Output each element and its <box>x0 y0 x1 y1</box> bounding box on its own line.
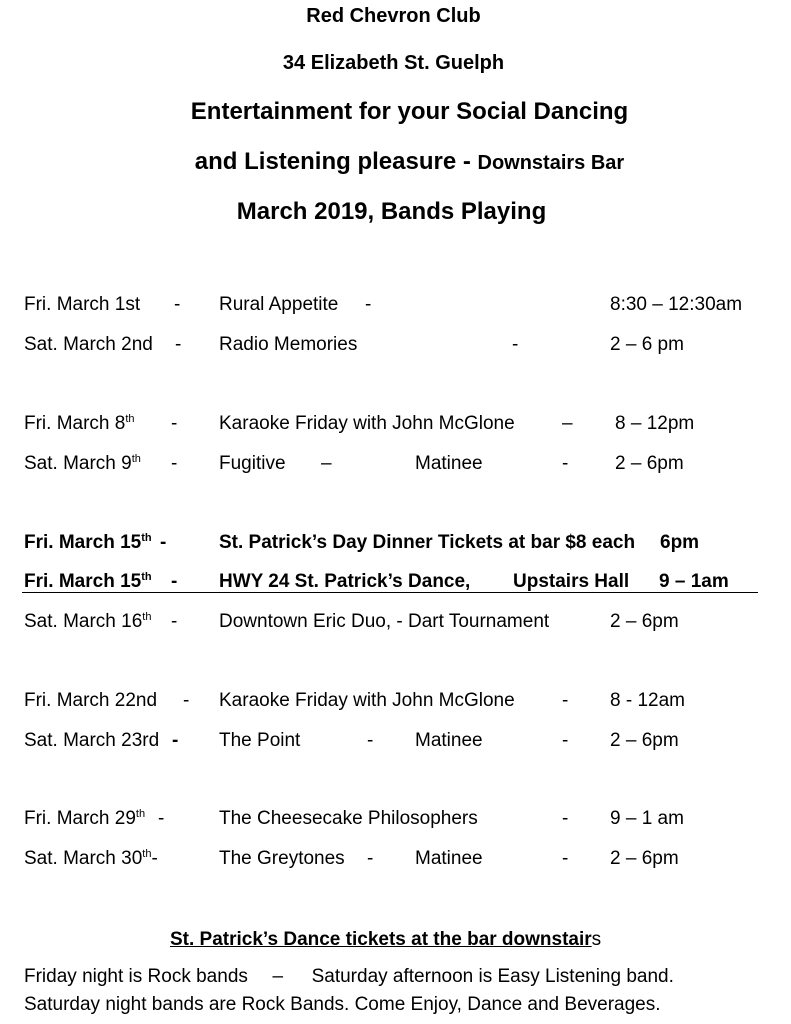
event-day-text: Sat. March 16 <box>24 611 143 632</box>
tagline-line-2 <box>14 148 791 176</box>
event-time: 2 – 6pm <box>615 453 684 474</box>
event-note: - <box>365 294 372 315</box>
event-day: Sat. March 2nd <box>24 334 153 355</box>
footer-saturday-note: Saturday afternoon is Easy Listening band. <box>311 966 674 987</box>
event-time: 8:30 – 12:30am <box>610 294 743 315</box>
event-note: Matinee <box>415 730 483 751</box>
schedule-title: March 2019, Bands Playing <box>236 198 547 225</box>
event-act: Radio Memories <box>219 334 358 355</box>
event-dash: - <box>172 730 179 751</box>
event-day <box>24 571 152 593</box>
event-dash: - <box>562 453 569 474</box>
event-day-text: Sat. March 30 <box>24 848 143 869</box>
event-dash: - <box>174 294 181 315</box>
event-day-text: Sat. March 9 <box>24 453 132 474</box>
event-dash: - <box>175 334 182 355</box>
event-day <box>24 848 158 870</box>
event-dash: – <box>562 413 573 434</box>
event-act: St. Patrick’s Day Dinner Tickets at bar $8 each <box>219 532 636 553</box>
event-act: Fugitive <box>219 453 286 474</box>
event-dash: - <box>160 532 167 553</box>
footer-title-tail: s <box>591 929 602 950</box>
footer-dash: – <box>272 966 284 987</box>
event-time: 6pm <box>660 532 700 553</box>
footer-line-2: Saturday night bands are Rock Bands. Come Enjoy, Dance and Beverages. <box>24 994 661 1015</box>
footer-title <box>170 929 601 951</box>
footer-friday-note: Friday night is Rock bands <box>24 966 248 987</box>
event-act: The Point <box>219 730 301 751</box>
event-day: Fri. March 22nd <box>24 690 158 711</box>
event-note: Upstairs Hall <box>513 571 630 592</box>
event-act: Rural Appetite <box>219 294 339 315</box>
club-address: 34 Elizabeth St. Guelph <box>282 52 505 74</box>
event-act: The Greytones <box>219 848 345 869</box>
event-dash: - <box>512 334 519 355</box>
ordinal-suffix: th <box>135 808 146 820</box>
event-dash: - <box>562 730 569 751</box>
event-dash: - <box>367 848 374 869</box>
event-day <box>24 532 152 554</box>
club-name: Red Chevron Club <box>306 5 481 27</box>
divider-line <box>22 592 758 593</box>
venue-label: Downstairs Bar <box>477 152 625 174</box>
event-note: Matinee <box>415 453 483 474</box>
event-dash: - <box>171 453 178 474</box>
event-day-text: Fri. March 15 <box>24 532 142 553</box>
event-day <box>24 413 135 435</box>
tagline-line-1: Entertainment for your Social Dancing <box>190 98 629 125</box>
tagline-main: and Listening pleasure - <box>194 148 478 175</box>
event-act: HWY 24 St. Patrick’s Dance, <box>219 571 471 592</box>
event-time: 2 – 6pm <box>610 611 679 632</box>
event-day <box>24 808 145 830</box>
event-dash: – <box>321 453 332 474</box>
event-day: Fri. March 1st <box>24 294 141 315</box>
event-time: 2 – 6pm <box>610 730 679 751</box>
ordinal-suffix: th <box>125 413 135 425</box>
event-day-text: Fri. March 15 <box>24 571 142 592</box>
ordinal-suffix: th <box>142 611 152 623</box>
event-dash: - <box>151 848 158 869</box>
event-act: The Cheesecake Philosophers <box>219 808 478 829</box>
footer-line-1 <box>24 966 674 988</box>
ordinal-suffix: th <box>131 453 141 465</box>
event-dash: - <box>183 690 190 711</box>
event-day <box>24 611 151 633</box>
event-act: Downtown Eric Duo, - Dart Tournament <box>219 611 550 632</box>
event-dash: - <box>171 413 178 434</box>
event-note: Matinee <box>415 848 483 869</box>
event-dash: - <box>562 808 569 829</box>
event-time: 2 – 6 pm <box>610 334 684 355</box>
ordinal-suffix: th <box>142 848 152 860</box>
ordinal-suffix: th <box>141 571 152 583</box>
event-day <box>24 453 141 475</box>
footer-title-underlined: St. Patrick’s Dance tickets at the bar downstair <box>170 929 592 950</box>
ordinal-suffix: th <box>141 532 152 544</box>
event-dash: - <box>562 848 569 869</box>
event-time: 9 – 1am <box>659 571 729 592</box>
event-act: Karaoke Friday with John McGlone <box>219 413 515 434</box>
event-dash: - <box>562 690 569 711</box>
event-day: Sat. March 23rd <box>24 730 160 751</box>
event-dash: - <box>158 808 165 829</box>
event-dash: - <box>171 611 178 632</box>
event-time: 9 – 1 am <box>610 808 684 829</box>
event-time: 8 - 12am <box>610 690 685 711</box>
event-day-text: Fri. March 29 <box>24 808 136 829</box>
event-time: 2 – 6pm <box>610 848 679 869</box>
event-dash: - <box>171 571 178 592</box>
event-dash: - <box>367 730 374 751</box>
event-day-text: Fri. March 8 <box>24 413 126 434</box>
event-act: Karaoke Friday with John McGlone <box>219 690 515 711</box>
event-time: 8 – 12pm <box>615 413 695 434</box>
